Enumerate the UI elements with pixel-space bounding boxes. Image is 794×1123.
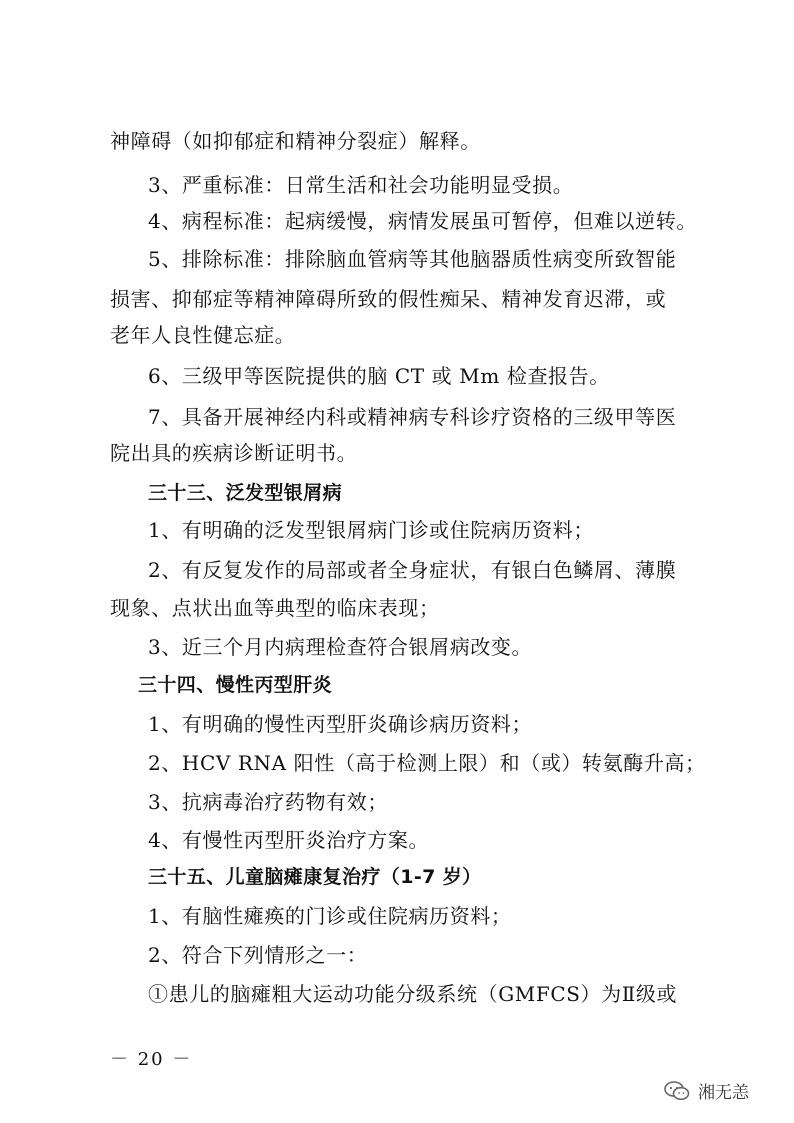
body-text-line: 2、有反复发作的局部或者全身症状，有银白色鳞屑、薄膜 <box>148 558 677 582</box>
body-text-line: 2、符合下列情形之一： <box>148 943 368 967</box>
watermark <box>664 1078 749 1103</box>
section-heading: 三十五、儿童脑瘫康复治疗（1-7 岁） <box>148 866 482 888</box>
body-text-line: 2、HCV RNA 阳性（高于检测上限）和（或）转氨酶升高； <box>148 751 706 775</box>
section-heading: 三十四、慢性丙型肝炎 <box>138 674 333 696</box>
body-text-line: 6、三级甲等医院提供的脑 CT 或 Mm 检查报告。 <box>148 364 610 388</box>
page-number: － 20 － <box>110 1049 193 1070</box>
body-text-line: ①患儿的脑瘫粗大运动功能分级系统（GMFCS）为Ⅱ级或 <box>148 982 678 1006</box>
body-text-line: 4、有慢性丙型肝炎治疗方案。 <box>148 828 430 852</box>
body-text-line: 3、近三个月内病理检查符合银屑病改变。 <box>148 635 533 659</box>
body-text-line: 损害、抑郁症等精神障碍所致的假性痴呆、精神发育迟滞，或 <box>110 287 667 311</box>
body-text-line: 现象、点状出血等典型的临床表现； <box>110 596 440 620</box>
body-text-line: 神障碍（如抑郁症和精神分裂症）解释。 <box>110 129 481 153</box>
body-text-line: 1、有明确的慢性丙型肝炎确诊病历资料； <box>148 712 533 736</box>
body-text-line: 5、排除标准：排除脑血管病等其他脑器质性病变所致智能 <box>148 247 677 271</box>
body-text-line: 老年人良性健忘症。 <box>110 323 296 347</box>
body-text-line: 1、有明确的泛发型银屑病门诊或住院病历资料； <box>148 518 594 542</box>
body-text-line: 1、有脑性瘫痪的门诊或住院病历资料； <box>148 904 512 928</box>
body-text-line: 院出具的疾病诊断证明书。 <box>110 441 358 465</box>
body-text-line: 3、严重标准：日常生活和社会功能明显受损。 <box>148 173 574 197</box>
watermark-label: 湘无恙 <box>698 1083 749 1103</box>
section-heading: 三十三、泛发型银屑病 <box>148 482 343 504</box>
body-text-line: 3、抗病毒治疗药物有效； <box>148 790 388 814</box>
wechat-icon <box>664 1080 690 1102</box>
body-text-line: 7、具备开展神经内科或精神病专科诊疗资格的三级甲等医 <box>148 405 677 429</box>
body-text-line: 4、病程标准：起病缓慢，病情发展虽可暂停，但难以逆转。 <box>148 209 697 233</box>
